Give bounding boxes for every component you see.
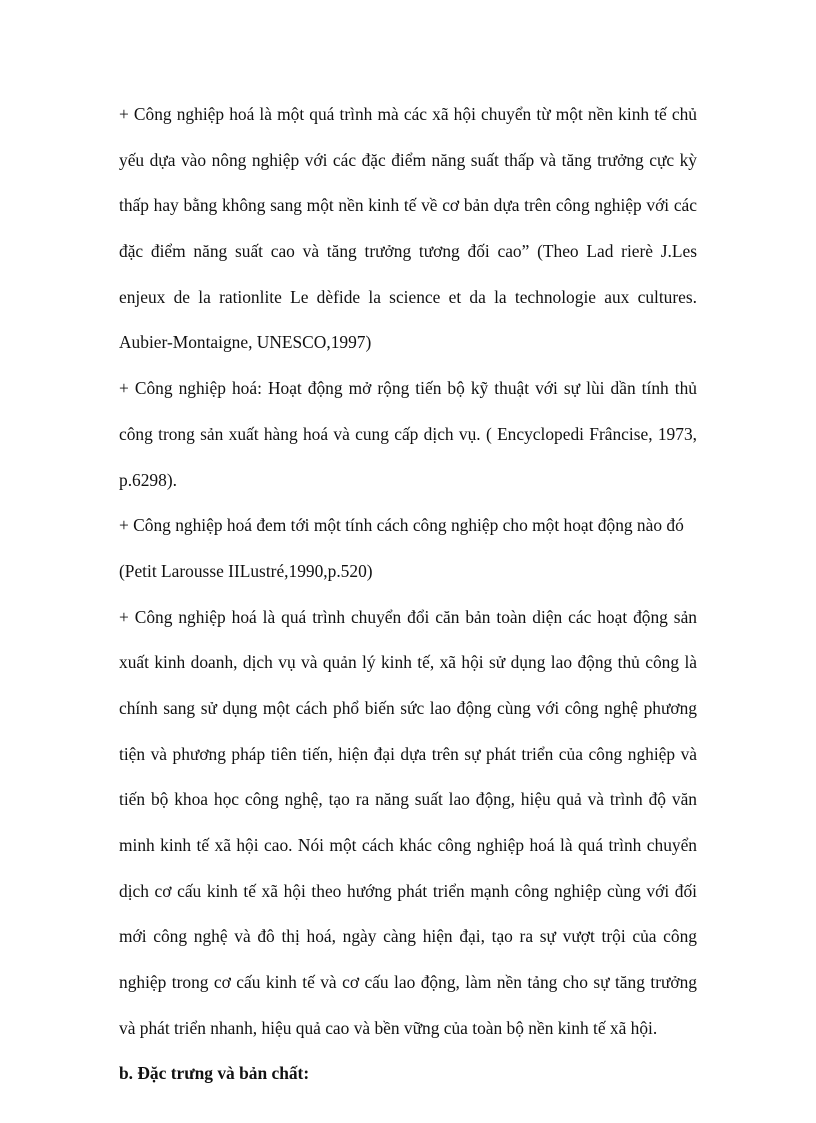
section-heading: b. Đặc trưng và bản chất: <box>119 1063 310 1084</box>
text-line: và phát triển nhanh, hiệu quả cao và bền vững của toàn bộ nền kinh tế xã hội. <box>119 1017 658 1038</box>
text-line: tiện và phương pháp tiên tiến, hiện đại dựa trên sự phát triển của công nghiệp và <box>119 743 697 764</box>
text-line: mới công nghệ và đô thị hoá, ngày càng hiện đại, tạo ra sự vượt trội của công <box>119 926 697 947</box>
text-line: xuất kinh doanh, dịch vụ và quản lý kinh tế, xã hội sử dụng lao động thủ công là <box>119 652 697 673</box>
text-line: tiến bộ khoa học công nghệ, tạo ra năng suất lao động, hiệu quả và trình độ văn <box>119 789 697 810</box>
text-line: p.6298). <box>119 469 177 490</box>
text-line: (Petit Larousse IILustré,1990,p.520) <box>119 560 373 581</box>
text-line: nghiệp trong cơ cấu kinh tế và cơ cấu lao động, làm nền tảng cho sự tăng trưởng <box>119 972 697 993</box>
text-line: + Công nghiệp hoá là một quá trình mà các xã hội chuyển từ một nền kinh tế chủ <box>119 104 697 124</box>
text-line: minh kinh tế xã hội cao. Nói một cách khác công nghiệp hoá là quá trình chuyển <box>119 835 697 855</box>
text-line: thấp hay bằng không sang một nền kinh tế về cơ bản dựa trên công nghiệp với các <box>119 195 697 216</box>
text-line: đặc điểm năng suất cao và tăng trưởng tương đối cao” (Theo Lad rierè J.Les <box>119 241 697 262</box>
text-line: công trong sản xuất hàng hoá và cung cấp dịch vụ. ( Encyclopedi Frâncise, 1973, <box>119 423 697 444</box>
text-line: yếu dựa vào nông nghiệp với các đặc điểm năng suất thấp và tăng trưởng cực kỳ <box>119 149 697 170</box>
text-line: + Công nghiệp hoá: Hoạt động mở rộng tiến bộ kỹ thuật với sự lùi dần tính thủ <box>119 378 697 399</box>
text-line: + Công nghiệp hoá đem tới một tính cách công nghiệp cho một hoạt động nào đó <box>119 515 684 536</box>
document-page <box>119 92 697 1097</box>
text-line: chính sang sử dụng một cách phổ biến sức lao động cùng với công nghệ phương <box>119 697 697 718</box>
text-line: Aubier-Montaigne, UNESCO,1997) <box>119 332 372 353</box>
text-line: enjeux de la rationlite Le dèfide la science et da la technologie aux cultures. <box>119 286 697 307</box>
text-line: + Công nghiệp hoá là quá trình chuyển đổi căn bản toàn diện các hoạt động sản <box>119 606 697 627</box>
text-line: dịch cơ cấu kinh tế xã hội theo hướng phát triển mạnh công nghiệp cùng với đối <box>119 880 697 901</box>
